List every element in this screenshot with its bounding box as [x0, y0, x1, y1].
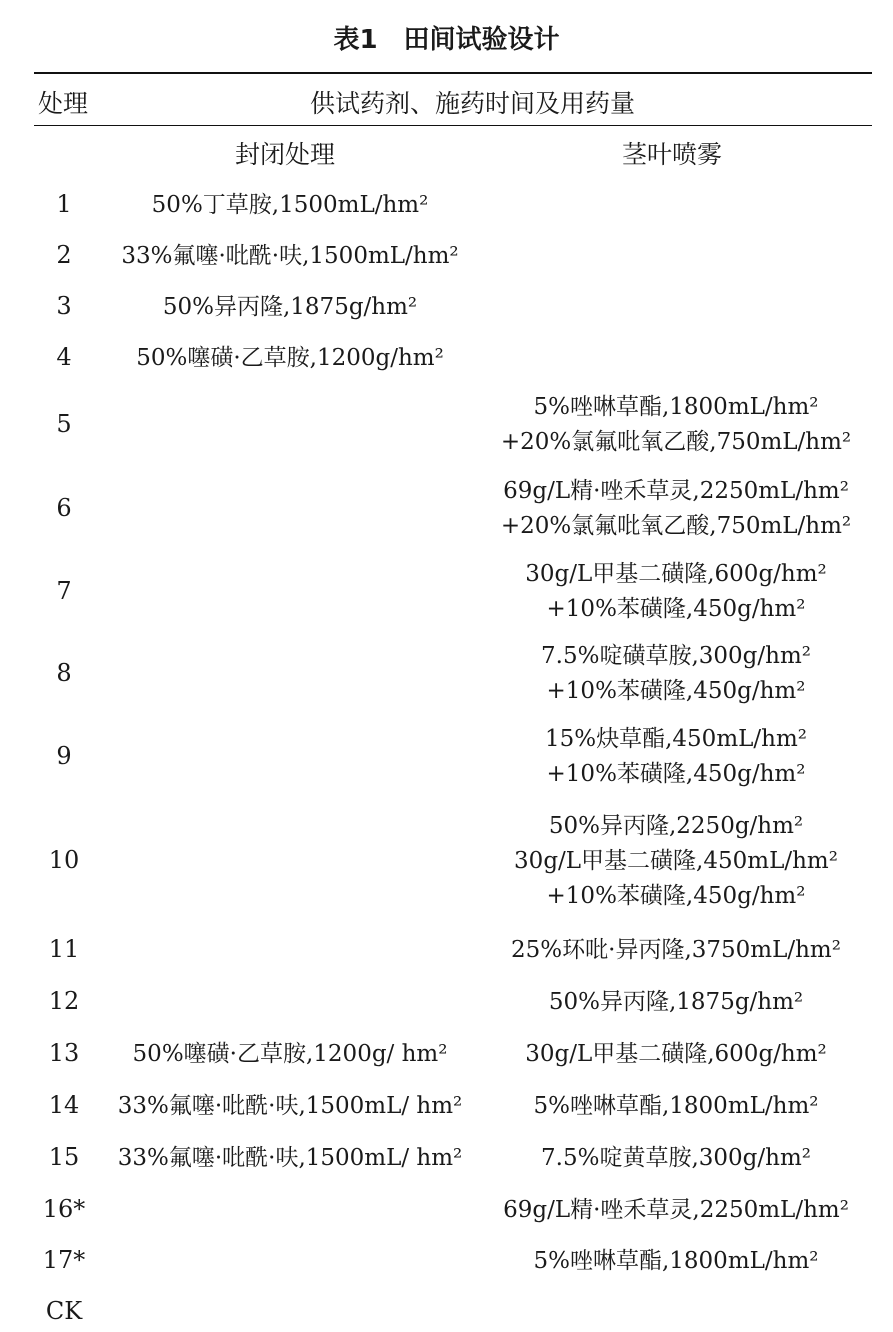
- seal-cell: [90, 290, 490, 325]
- row-label: 11: [48, 935, 80, 963]
- foliar-line: +20%氯氟吡氧乙酸,750mL/hm²: [500, 513, 852, 539]
- foliar-cell: [480, 809, 872, 914]
- foliar-line: +10%苯磺隆,450g/hm²: [546, 761, 806, 787]
- foliar-line: 7.5%啶黄草胺,300g/hm²: [541, 1144, 811, 1171]
- foliar-line: 50%异丙隆,1875g/hm²: [548, 988, 804, 1015]
- header-foliar: 茎叶喷雾: [622, 140, 723, 169]
- row-label: 6: [56, 494, 72, 522]
- foliar-line: 25%环吡·异丙隆,3750mL/hm²: [511, 936, 841, 963]
- foliar-line: 30g/L甲基二磺隆,450mL/hm²: [514, 847, 838, 874]
- header-seal: 封闭处理: [235, 140, 336, 169]
- foliar-cell: [480, 1037, 872, 1072]
- header-rule: [34, 125, 872, 126]
- row-label: 5: [56, 410, 72, 438]
- foliar-cell: [480, 474, 872, 544]
- foliar-cell: [480, 722, 872, 792]
- table-title: 表1 田间试验设计: [333, 25, 560, 55]
- seal-cell: [90, 188, 490, 223]
- seal-line: 50%丁草胺,1500mL/hm²: [151, 191, 429, 218]
- row-label: CK: [45, 1297, 83, 1325]
- seal-line: 33%氟噻·吡酰·呋,1500mL/ hm²: [117, 1092, 463, 1119]
- row-label: 1: [56, 190, 72, 218]
- row-label: 17*: [42, 1246, 86, 1274]
- seal-cell: [90, 1037, 490, 1072]
- header-main: 供试药剂、施药时间及用药量: [310, 89, 636, 118]
- foliar-line: 30g/L甲基二磺隆,600g/hm²: [525, 561, 827, 587]
- foliar-line: 69g/L精·唑禾草灵,2250mL/hm²: [503, 478, 849, 504]
- row-label: 14: [48, 1091, 80, 1119]
- foliar-line: +20%氯氟吡氧乙酸,750mL/hm²: [500, 429, 852, 455]
- foliar-line: +10%苯磺隆,450g/hm²: [546, 678, 806, 704]
- seal-line: 50%噻磺·乙草胺,1200g/hm²: [136, 344, 444, 371]
- seal-line: 33%氟噻·吡酰·呋,1500mL/hm²: [121, 242, 459, 269]
- seal-cell: [90, 239, 490, 274]
- foliar-line: 5%唑啉草酯,1800mL/hm²: [533, 1092, 819, 1119]
- foliar-cell: [480, 390, 872, 460]
- foliar-cell: [480, 1193, 872, 1228]
- seal-line: 33%氟噻·吡酰·呋,1500mL/ hm²: [117, 1144, 463, 1171]
- top-rule: [34, 72, 872, 74]
- row-label: 9: [56, 742, 72, 770]
- foliar-line: +10%苯磺隆,450g/hm²: [546, 596, 806, 622]
- foliar-line: 15%炔草酯,450mL/hm²: [544, 726, 807, 752]
- row-label: 4: [56, 343, 72, 371]
- foliar-line: 7.5%啶磺草胺,300g/hm²: [541, 643, 811, 669]
- foliar-line: 5%唑啉草酯,1800mL/hm²: [533, 394, 819, 420]
- row-label: 16*: [42, 1195, 86, 1223]
- seal-line: 50%异丙隆,1875g/hm²: [162, 293, 418, 320]
- foliar-cell: [480, 639, 872, 709]
- foliar-line: 5%唑啉草酯,1800mL/hm²: [533, 1247, 819, 1274]
- row-label: 15: [48, 1143, 80, 1171]
- foliar-cell: [480, 1089, 872, 1124]
- seal-cell: [90, 1089, 490, 1124]
- row-label: 13: [48, 1039, 80, 1067]
- foliar-cell: [480, 933, 872, 968]
- row-label: 10: [48, 846, 80, 874]
- foliar-cell: [480, 1244, 872, 1279]
- foliar-line: 50%异丙隆,2250g/hm²: [548, 812, 804, 839]
- foliar-line: 30g/L甲基二磺隆,600g/hm²: [525, 1040, 827, 1067]
- foliar-line: +10%苯磺隆,450g/hm²: [546, 882, 806, 909]
- seal-cell: [90, 1141, 490, 1176]
- row-label: 12: [48, 987, 80, 1015]
- foliar-cell: [480, 1141, 872, 1176]
- seal-cell: [90, 341, 490, 376]
- foliar-cell: [480, 557, 872, 627]
- header-treatment: 处理: [38, 89, 89, 118]
- row-label: 7: [56, 577, 72, 605]
- foliar-line: 69g/L精·唑禾草灵,2250mL/hm²: [503, 1196, 849, 1223]
- row-label: 2: [56, 241, 72, 269]
- foliar-cell: [480, 985, 872, 1020]
- row-label: 8: [56, 659, 72, 687]
- row-label: 3: [56, 292, 72, 320]
- seal-line: 50%噻磺·乙草胺,1200g/ hm²: [132, 1040, 448, 1067]
